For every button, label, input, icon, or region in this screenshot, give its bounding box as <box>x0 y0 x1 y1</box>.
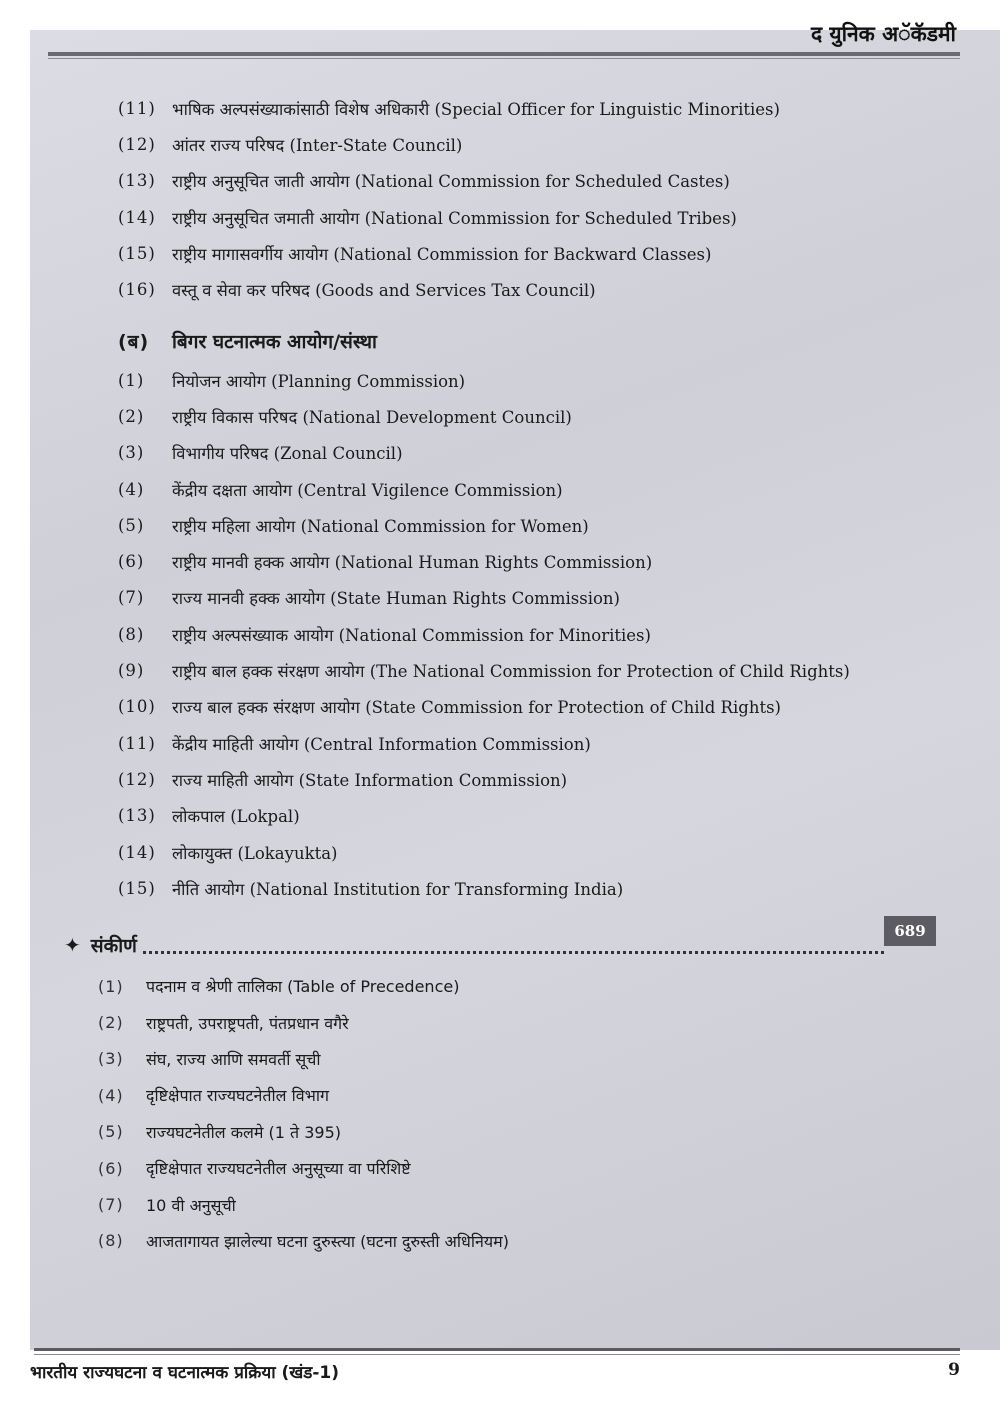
item-text: विभागीय परिषद (Zonal Council) <box>172 444 403 464</box>
list-item <box>118 580 850 616</box>
item-text: वस्तू व सेवा कर परिषद (Goods and Services Tax Council) <box>172 281 596 301</box>
item-number: (1) <box>98 976 124 996</box>
item-text: आंतर राज्य परिषद (Inter-State Council) <box>172 135 463 155</box>
list-item <box>118 652 850 688</box>
list-item <box>118 199 780 235</box>
page-number: 9 <box>948 1360 960 1380</box>
item-text: दृष्टिक्षेपात राज्यघटनेतील अनुसूच्या वा परिशिष्टे <box>146 1159 411 1179</box>
item-text: केंद्रीय दक्षता आयोग (Central Vigilence Commission) <box>172 480 563 500</box>
item-number: (8) <box>118 624 145 644</box>
item-number: (2) <box>98 1013 124 1033</box>
list-item <box>118 235 780 271</box>
item-text: पदनाम व श्रेणी तालिका (Table of Precedence) <box>146 977 460 997</box>
item-text: आजतागायत झालेल्या घटना दुरुस्त्या (घटना दुरुस्ती अधिनियम) <box>146 1231 509 1251</box>
header-rule-thin <box>48 58 960 59</box>
list-item <box>118 126 780 162</box>
item-text: नीति आयोग (National Institution for Transforming India) <box>172 879 624 899</box>
list-item <box>118 507 850 543</box>
item-text: राष्ट्रीय बाल हक्क संरक्षण आयोग (The National Commission for Protection of Child Rights) <box>172 662 850 682</box>
item-text: राष्ट्रीय मानवी हक्क आयोग (National Human Rights Commission) <box>172 553 653 573</box>
item-text: राज्य बाल हक्क संरक्षण आयोग (State Commission for Protection of Child Rights) <box>172 698 781 718</box>
item-number: (6) <box>98 1158 124 1178</box>
item-number: (6) <box>118 552 145 572</box>
misc-heading <box>64 928 884 962</box>
item-number: (5) <box>118 515 145 535</box>
page-badge: 689 <box>884 916 936 946</box>
list-item <box>118 435 850 471</box>
item-text: राष्ट्रपती, उपराष्ट्रपती, पंतप्रधान वगैरे <box>146 1013 349 1033</box>
footer-rule-thin <box>34 1354 960 1355</box>
item-number: (15) <box>118 243 156 263</box>
item-text: राज्य माहिती आयोग (State Information Commission) <box>172 770 568 790</box>
item-text: राष्ट्रीय विकास परिषद (National Development Council) <box>172 407 572 427</box>
item-text: राज्यघटनेतील कलमे (1 ते 395) <box>146 1122 342 1142</box>
item-number: (1) <box>118 370 145 390</box>
item-text: केंद्रीय माहिती आयोग (Central Information Commission) <box>172 734 591 754</box>
footer-rule <box>34 1348 960 1351</box>
item-number: (11) <box>118 98 156 118</box>
item-number: (14) <box>118 842 156 862</box>
item-number: (2) <box>118 406 145 426</box>
list-item <box>98 1223 509 1259</box>
section-b-heading <box>118 323 377 359</box>
item-text: लोकपाल (Lokpal) <box>172 807 300 827</box>
item-text: लोकायुक्त (Lokayukta) <box>172 843 338 863</box>
item-text: दृष्टिक्षेपात राज्यघटनेतील विभाग <box>146 1086 330 1106</box>
list-item <box>118 870 850 906</box>
item-number: (13) <box>118 806 156 826</box>
misc-title: संकीर्ण <box>90 935 137 957</box>
list-item <box>98 1077 509 1113</box>
item-text: भाषिक अल्पसंख्याकांसाठी विशेष अधिकारी (Special Officer for Linguistic Minorities) <box>172 99 780 119</box>
list-a <box>118 90 780 308</box>
item-number: (15) <box>118 878 156 898</box>
item-text: राष्ट्रीय मागासवर्गीय आयोग (National Commission for Backward Classes) <box>172 244 712 264</box>
list-item <box>118 834 850 870</box>
item-text: राज्य मानवी हक्क आयोग (State Human Rights Commission) <box>172 589 620 609</box>
header-rule <box>48 52 960 56</box>
item-number: (9) <box>118 661 145 681</box>
section-b-number: (ब) <box>118 331 150 353</box>
list-item <box>98 1114 509 1150</box>
item-number: (5) <box>98 1122 124 1142</box>
list-item <box>118 761 850 797</box>
list-item <box>98 968 509 1004</box>
item-number: (7) <box>98 1195 124 1215</box>
list-b <box>118 362 850 906</box>
list-item <box>118 398 850 434</box>
section-b-title: बिगर घटनात्मक आयोग/संस्था <box>172 331 377 353</box>
list-item <box>118 616 850 652</box>
item-number: (3) <box>98 1049 124 1069</box>
item-number: (16) <box>118 280 156 300</box>
item-number: (13) <box>118 171 156 191</box>
item-number: (4) <box>118 479 145 499</box>
item-text: राष्ट्रीय अनुसूचित जाती आयोग (National Commission for Scheduled Castes) <box>172 172 730 192</box>
item-number: (12) <box>118 769 156 789</box>
item-number: (12) <box>118 134 156 154</box>
list-item <box>118 689 850 725</box>
list-item <box>98 1004 509 1040</box>
item-number: (4) <box>98 1085 124 1105</box>
item-number: (10) <box>118 697 156 717</box>
list-item <box>118 163 780 199</box>
item-number: (11) <box>118 733 156 753</box>
list-item <box>118 798 850 834</box>
item-number: (3) <box>118 443 145 463</box>
list-item <box>118 271 780 307</box>
item-number: (7) <box>118 588 145 608</box>
list-item <box>98 1041 509 1077</box>
item-number: (8) <box>98 1231 124 1251</box>
item-text: संघ, राज्य आणि समवर्ती सूची <box>146 1049 321 1069</box>
misc-list <box>98 968 509 1259</box>
list-item <box>98 1186 509 1222</box>
list-item <box>118 471 850 507</box>
list-item <box>118 725 850 761</box>
dotted-leader <box>143 937 884 954</box>
item-text: राष्ट्रीय अल्पसंख्याक आयोग (National Commission for Minorities) <box>172 625 651 645</box>
item-text: राष्ट्रीय अनुसूचित जमाती आयोग (National Commission for Scheduled Tribes) <box>172 208 737 228</box>
list-item <box>98 1150 509 1186</box>
item-text: नियोजन आयोग (Planning Commission) <box>172 371 466 391</box>
list-item <box>118 543 850 579</box>
header-title: द युनिक अॅकॅडमी <box>810 22 956 46</box>
item-text: राष्ट्रीय महिला आयोग (National Commission for Women) <box>172 516 589 536</box>
footer-title: भारतीय राज्यघटना व घटनात्मक प्रक्रिया (खंड-1) <box>30 1363 339 1383</box>
item-number: (14) <box>118 207 156 227</box>
list-item <box>118 90 780 126</box>
list-item <box>118 362 850 398</box>
star-icon: ✦ <box>64 933 81 957</box>
item-text: 10 वी अनुसूची <box>146 1195 236 1215</box>
